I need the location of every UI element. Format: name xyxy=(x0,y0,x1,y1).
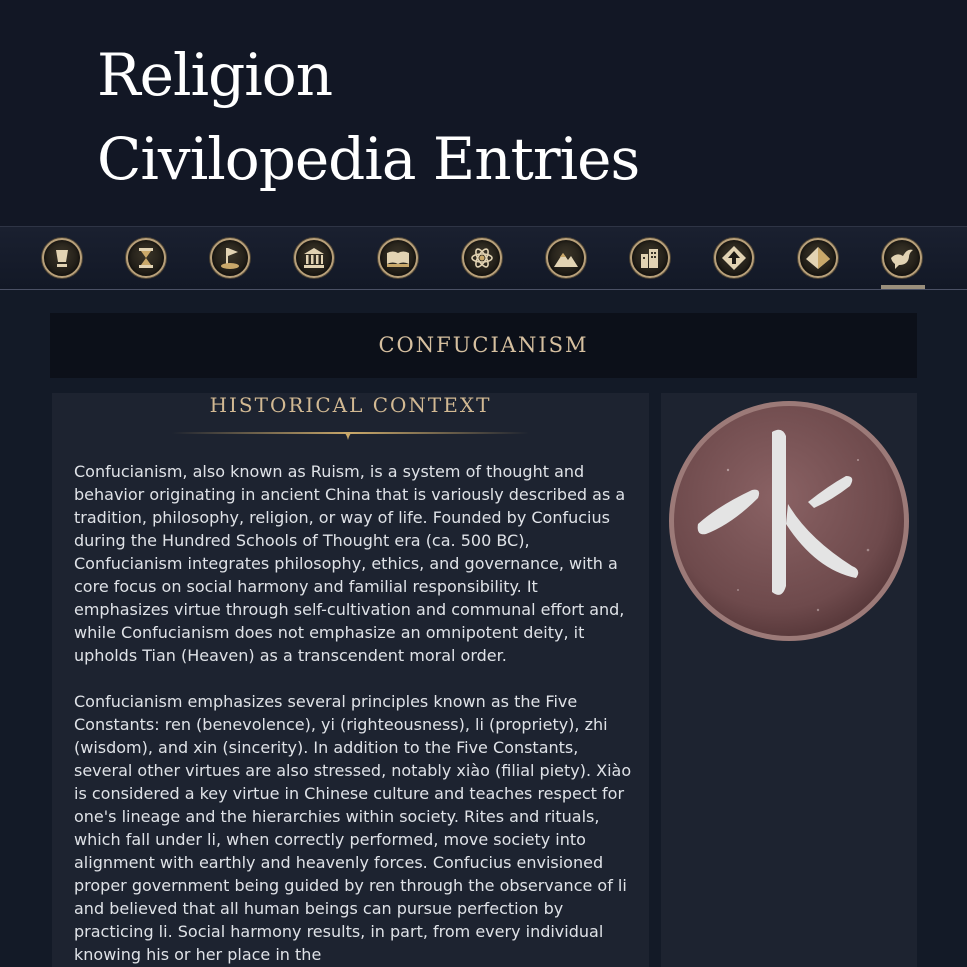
government-building-icon[interactable] xyxy=(294,238,334,278)
page-title-line2: Civilopedia Entries xyxy=(97,125,640,193)
hourglass-icon[interactable] xyxy=(126,238,166,278)
article-title: CONFUCIANISM xyxy=(378,333,589,357)
book-icon[interactable] xyxy=(378,238,418,278)
heading-ornament xyxy=(172,424,529,444)
page-title-line1: Religion xyxy=(97,41,333,109)
active-tab-indicator xyxy=(881,285,925,289)
flag-icon[interactable] xyxy=(210,238,250,278)
article-paragraph: Confucianism, also known as Ruism, is a system of thought and behavior originating in ancient China that is variously described as a tradition, philosophy, religion, or way of life. Founded by Confucius during the Hundred Schools of Thought era (ca. 500 BC), Confucianism integrates philosophy, ethics, and governance, with a core focus on social harmony and familial responsibility. It emphasizes virtue through self-cultivation and communal effort and, while Confucianism does not emphasize an omnipotent deity, it upholds Tian (Heaven) as a transcendent moral order. xyxy=(74,462,626,665)
goblet-icon[interactable] xyxy=(42,238,82,278)
arrow-up-icon[interactable] xyxy=(714,238,754,278)
atom-icon[interactable] xyxy=(462,238,502,278)
article-header xyxy=(50,313,917,378)
mountain-icon[interactable] xyxy=(546,238,586,278)
category-tab-bar xyxy=(0,226,967,291)
dove-icon[interactable] xyxy=(882,238,922,278)
confucianism-symbol-icon xyxy=(668,400,910,642)
article-body xyxy=(74,460,634,967)
section-heading: HISTORICAL CONTEXT xyxy=(209,393,492,417)
pyramid-icon[interactable] xyxy=(798,238,838,278)
article-paragraph: Confucianism emphasizes several principles known as the Five Constants: ren (benevolence), yi (righteousness), li (propriety), zhi (wisdom), and xin (sincerity). In addition to the Five Constants, several other virtues are also stressed, notably xiào (filial piety). Xiào is considered a key virtue in Chinese culture and teaches respect for one's lineage and the hierarchies within society. Rites and rituals, which fall under li, when correctly performed, move society into alignment with earthly and heavenly forces. Confucius envisioned proper government being guided by ren through the observance of li and believed that all human beings can pursue perfection by practicing li. Social harmony results, in part, from every individual knowing his or her place in the xyxy=(74,692,632,964)
page-header xyxy=(0,0,967,226)
city-icon[interactable] xyxy=(630,238,670,278)
